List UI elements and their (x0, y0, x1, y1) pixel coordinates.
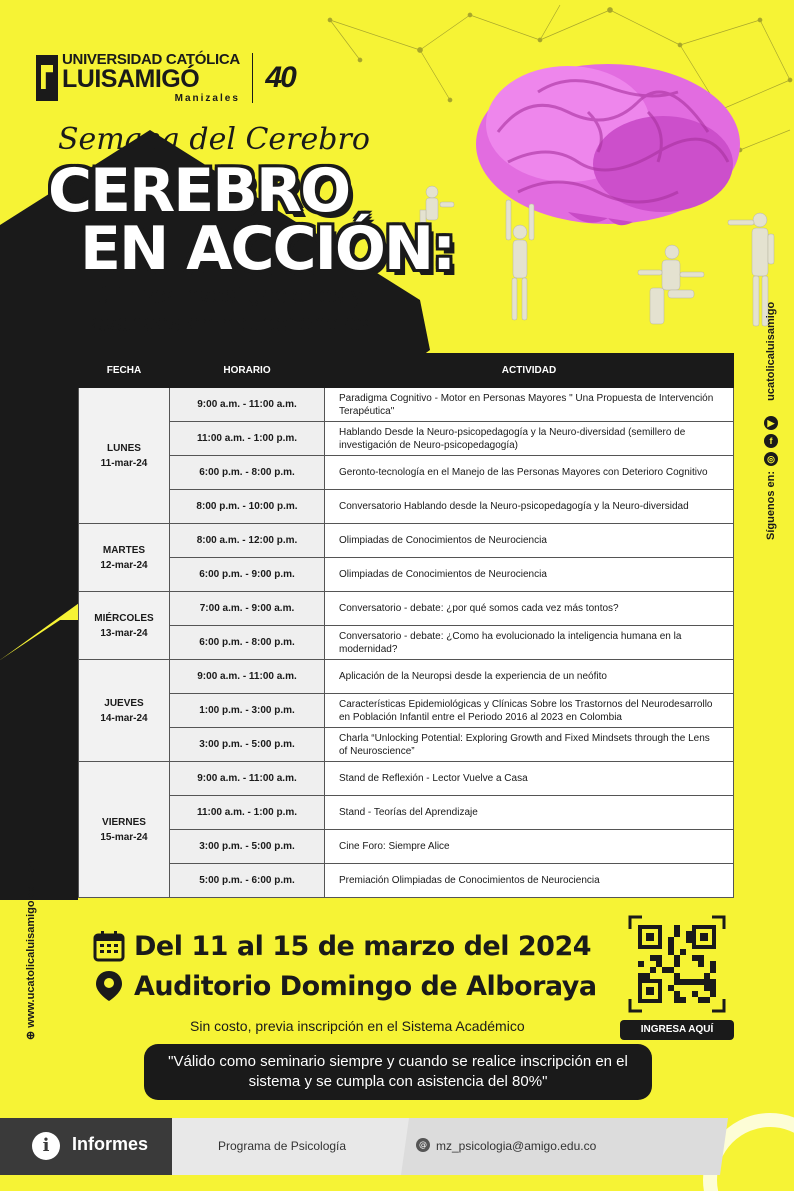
footer (0, 1118, 794, 1175)
table-row (79, 626, 734, 660)
table-row (79, 660, 734, 694)
title-line-1: CEREBRO (48, 156, 350, 226)
table-row (79, 830, 734, 864)
title-line-2: EN ACCIÓN: (80, 214, 455, 284)
logo-icon (36, 55, 58, 101)
activity-cell: Características Epidemiológicas y Clínicas Sobre los Trastornos del Neurodesarrollo en Población Infantil entre el Periodo 2016 al 2023 en Colombia (325, 694, 734, 728)
email-icon: @ (416, 1138, 430, 1152)
header-fecha: FECHA (79, 354, 170, 388)
seminar-notice: "Válido como seminario siempre y cuando se realice inscripción en el sistema y se cumpla con asistencia del 80%" (144, 1044, 652, 1100)
activity-cell: Conversatorio - debate: ¿por qué somos cada vez más tontos? (325, 592, 734, 626)
activity-cell: Geronto-tecnología en el Manejo de las Personas Mayores con Deterioro Cognitivo (325, 456, 734, 490)
time-cell: 8:00 a.m. - 12:00 p.m. (170, 524, 325, 558)
activity-cell: Charla “Unlocking Potential: Exploring Growth and Fixed Mindsets through the Lens of Neuroscience” (325, 728, 734, 762)
activity-cell: Cine Foro: Siempre Alice (325, 830, 734, 864)
activity-cell: Olimpiadas de Conocimientos de Neurociencia (325, 558, 734, 592)
table-row (79, 728, 734, 762)
anniversary-logo: 40 (265, 61, 295, 94)
time-cell: 11:00 a.m. - 1:00 p.m. (170, 796, 325, 830)
table-row (79, 558, 734, 592)
header-horario: HORARIO (170, 354, 325, 388)
table-row (79, 422, 734, 456)
table-row (79, 490, 734, 524)
registration-note: Sin costo, previa inscripción en el Sistema Académico (190, 1018, 525, 1034)
logo-divider (252, 53, 254, 103)
calendar-icon (92, 929, 126, 963)
table-row (79, 762, 734, 796)
event-dates-text: Del 11 al 15 de marzo del 2024 (134, 930, 592, 962)
script-subtitle: Semana del Cerebro (58, 122, 370, 157)
activity-cell: Conversatorio Hablando desde la Neuro-psicopedagogía y la Neuro-diversidad (325, 490, 734, 524)
table-row (79, 388, 734, 422)
table-row (79, 524, 734, 558)
time-cell: 5:00 p.m. - 6:00 p.m. (170, 864, 325, 898)
time-cell: 9:00 a.m. - 11:00 a.m. (170, 388, 325, 422)
activity-cell: Olimpiadas de Conocimientos de Neurociencia (325, 524, 734, 558)
info-icon: i (32, 1132, 60, 1160)
logo-line1: UNIVERSIDAD CATÓLICA (62, 51, 240, 68)
activity-cell: Aplicación de la Neuropsi desde la experiencia de un neófito (325, 660, 734, 694)
day-name: MARTES (102, 544, 146, 556)
table-row (79, 694, 734, 728)
day-name: MIÉRCOLES (94, 612, 154, 624)
day-cell (79, 388, 170, 524)
people-figures (410, 180, 790, 370)
social-follow (764, 302, 778, 540)
event-dates (92, 926, 597, 966)
time-cell: 3:00 p.m. - 5:00 p.m. (170, 830, 325, 864)
website-url[interactable]: www.ucatolicaluisamigo.edu.co (25, 861, 37, 1028)
logo-city: Manizales (174, 93, 240, 104)
day-date: 11-mar-24 (100, 457, 148, 469)
day-date: 15-mar-24 (100, 831, 148, 843)
time-cell: 9:00 a.m. - 11:00 a.m. (170, 660, 325, 694)
register-button[interactable]: INGRESA AQUÍ (620, 1020, 734, 1040)
contact-email[interactable]: mz_psicologia@amigo.edu.co (436, 1139, 597, 1153)
header-actividad: ACTIVIDAD (325, 354, 734, 388)
main-title (40, 156, 455, 284)
social-handle[interactable]: ucatolicaluisamigo (765, 301, 777, 401)
time-cell: 9:00 a.m. - 11:00 a.m. (170, 762, 325, 796)
schedule-body (79, 388, 734, 898)
tagline: últimas investigaciones y avances en neurociencias (91, 282, 369, 337)
youtube-icon[interactable]: ▶ (764, 416, 778, 430)
activity-cell: Stand - Teorías del Aprendizaje (325, 796, 734, 830)
time-cell: 8:00 p.m. - 10:00 p.m. (170, 490, 325, 524)
facebook-icon[interactable]: f (764, 434, 778, 448)
day-date: 14-mar-24 (100, 712, 148, 724)
time-cell: 1:00 p.m. - 3:00 p.m. (170, 694, 325, 728)
day-name: JUEVES (104, 697, 144, 709)
day-cell (79, 762, 170, 898)
day-cell (79, 524, 170, 592)
info-label: Informes (72, 1134, 149, 1154)
activity-cell: Hablando Desde la Neuro-psicopedagogía y la Neuro-diversidad (semillero de investigación de Neuro-psicopedagogía) (325, 422, 734, 456)
event-venue-text: Auditorio Domingo de Alboraya (134, 970, 597, 1002)
instagram-icon[interactable]: ◎ (764, 452, 778, 466)
social-label: Síguenos en: (765, 470, 777, 540)
table-row (79, 796, 734, 830)
table-row (79, 864, 734, 898)
time-cell: 3:00 p.m. - 5:00 p.m. (170, 728, 325, 762)
qr-code[interactable] (628, 915, 726, 1013)
activity-cell: Premiación Olimpiadas de Conocimientos de Neurociencia (325, 864, 734, 898)
event-info (92, 926, 597, 1006)
time-cell: 11:00 a.m. - 1:00 p.m. (170, 422, 325, 456)
time-cell: 7:00 a.m. - 9:00 a.m. (170, 592, 325, 626)
day-name: VIERNES (102, 816, 146, 828)
logo-line2: LUISAMIGÓ (62, 65, 200, 93)
schedule-table (78, 353, 734, 898)
table-row (79, 456, 734, 490)
time-cell: 6:00 p.m. - 8:00 p.m. (170, 626, 325, 660)
activity-cell: Conversatorio - debate: ¿Como ha evolucionado la inteligencia humana en la modernidad? (325, 626, 734, 660)
day-date: 12-mar-24 (100, 559, 148, 571)
table-row (79, 592, 734, 626)
time-cell: 6:00 p.m. - 8:00 p.m. (170, 456, 325, 490)
globe-icon: ⊕ (25, 1027, 37, 1040)
time-cell: 6:00 p.m. - 9:00 p.m. (170, 558, 325, 592)
program-name: Programa de Psicología (218, 1139, 347, 1153)
university-logo (36, 52, 295, 104)
event-venue (92, 966, 597, 1006)
day-name: LUNES (107, 442, 141, 454)
day-cell (79, 592, 170, 660)
day-date: 13-mar-24 (100, 627, 148, 639)
activity-cell: Paradigma Cognitivo - Motor en Personas Mayores " Una Propuesta de Intervención Terapéutica" (325, 388, 734, 422)
activity-cell: Stand de Reflexión - Lector Vuelve a Casa (325, 762, 734, 796)
website-link[interactable] (24, 862, 37, 1040)
location-pin-icon (92, 969, 126, 1003)
day-cell (79, 660, 170, 762)
